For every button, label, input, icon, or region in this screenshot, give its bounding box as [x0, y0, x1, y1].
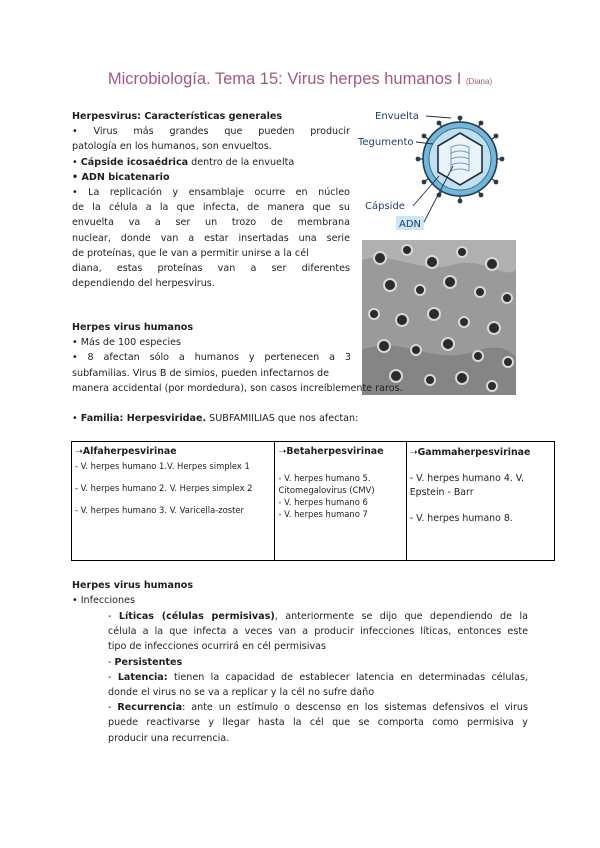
text-line: célula a la que infecta a veces van a producir infecciones líticas, entonces este	[108, 626, 528, 638]
text-line: dependiendo del herpesvirus.	[72, 278, 215, 290]
text-line: puede reactivarse y llegar hasta la cél que se comporta como permisiva y	[108, 717, 528, 729]
table-header: ➝Gammaherpesvirinae	[409, 447, 531, 458]
list-item: - V. herpes humano 1.V. Herpes simplex 1	[75, 461, 250, 471]
label-adn: ADN	[399, 219, 422, 230]
text-line: manera accidental (por mordedura), son casos increíblemente raros.	[72, 382, 403, 394]
text-line: subfamilias. Virus B de simios, pueden infectarnos de	[72, 367, 330, 379]
bold-term: Persistentes	[114, 656, 183, 668]
table-cell-beta	[275, 442, 406, 561]
table-cell-gamma	[406, 442, 554, 561]
page-title	[0, 70, 600, 89]
familia-line: • Familia: Herpesviridae. SUBFAMIILIAS que nos afectan:	[72, 413, 359, 424]
label-tegumento: Tegumento	[358, 137, 414, 148]
text-line: de proteínas, que le van a permitir unirse a la cél	[72, 247, 309, 259]
text-line: • 8 afectan sólo a humanos y pertenecen a 3	[72, 352, 351, 364]
bold-term: Recurrencia	[117, 702, 183, 714]
title-main: Microbiología. Tema 15: Virus herpes humanos I	[107, 70, 462, 88]
item-liticas: - Líticas (células permisivas), anteriormente se dijo que dependiendo de la célula a la que infecta a veces van a producir infecciones líticas, entonces este tipo de infecciones ocurrirá en cél permisivas - Persistentes - Latencia: tienen la capacidad de establecer latencia en determinadas células, donde el virus no se va a replicar y la cél no sufre daño - Recurrencia: ante un estímulo o descenso en los sistemas defensivos el virus puede reactivarse y llegar hasta la cél que se comporta como permisiva y producir una recurrencia.	[108, 609, 528, 746]
text-line: tipo de infecciones ocurrirá en cél permisivas	[108, 641, 327, 653]
text-line: • Más de 100 especies	[72, 337, 182, 349]
text-line: donde el virus no se va a replicar y la cél no sufre daño	[108, 687, 375, 699]
list-item: - V. herpes humano 4. V. Epstein - Barr	[409, 473, 524, 498]
list-item: - V. herpes humano 3. V. Varicella-zoster	[75, 505, 244, 515]
text-line: producir una recurrencia.	[108, 732, 230, 744]
list-item: - V. herpes humano 6	[278, 497, 368, 507]
table-cell-alfa	[72, 442, 275, 561]
text-line: • La replicación y ensamblaje ocurre en núcleo	[72, 187, 350, 199]
text-line: • Cápside icosaédrica dentro de la envuelta	[72, 156, 295, 168]
label-capside: Cápside	[365, 201, 405, 212]
title-author: (Diana)	[465, 77, 493, 86]
label-envuelta: Envuelta	[375, 111, 419, 122]
list-item: - V. herpes humano 5. Citomegalovirus (CMV)	[278, 473, 375, 495]
table-header: ➝Alfaherpesvirinae	[75, 446, 177, 457]
section-herpes-humanos	[72, 320, 428, 396]
table-row	[72, 442, 555, 561]
text-line: • ADN bicatenario	[72, 171, 170, 183]
text-line: nuclear, donde van a estar insertadas una serie	[72, 232, 350, 244]
section-characteristics	[72, 109, 350, 291]
bold-term: Latencia:	[117, 671, 168, 683]
section-heading: Herpesvirus: Características generales	[72, 111, 283, 122]
section-heading: Herpes virus humanos	[72, 580, 194, 591]
table-header: ➝Betaherpesvirinae	[278, 446, 384, 457]
list-item: - V. herpes humano 7	[278, 509, 368, 519]
text-line: de la célula a la que infecta, de manera que su	[72, 202, 350, 214]
bold-term: Cápside icosaédrica	[80, 156, 189, 168]
subfamilies-table	[71, 441, 555, 561]
bold-term: Líticas (células permisivas)	[118, 611, 275, 622]
text-line: patología en los humanos, son envueltos.	[72, 141, 272, 153]
herpesvirus-diagram	[355, 104, 525, 236]
section-heading: Herpes virus humanos	[72, 322, 194, 333]
text-line: envuelta va a ser un trozo de membrana	[72, 217, 350, 229]
section-infecciones	[72, 578, 372, 608]
list-item: - V. herpes humano 2. V. Herpes simplex 2	[75, 483, 253, 493]
list-item: - V. herpes humano 8.	[409, 513, 513, 524]
bold-term: Familia: Herpesviridae.	[80, 413, 207, 424]
text-line: • Infecciones	[72, 595, 135, 607]
text-line: • Virus más grandes que pueden producir	[72, 126, 350, 138]
text-line: diana, estas proteínas van a ser diferentes	[72, 263, 350, 275]
